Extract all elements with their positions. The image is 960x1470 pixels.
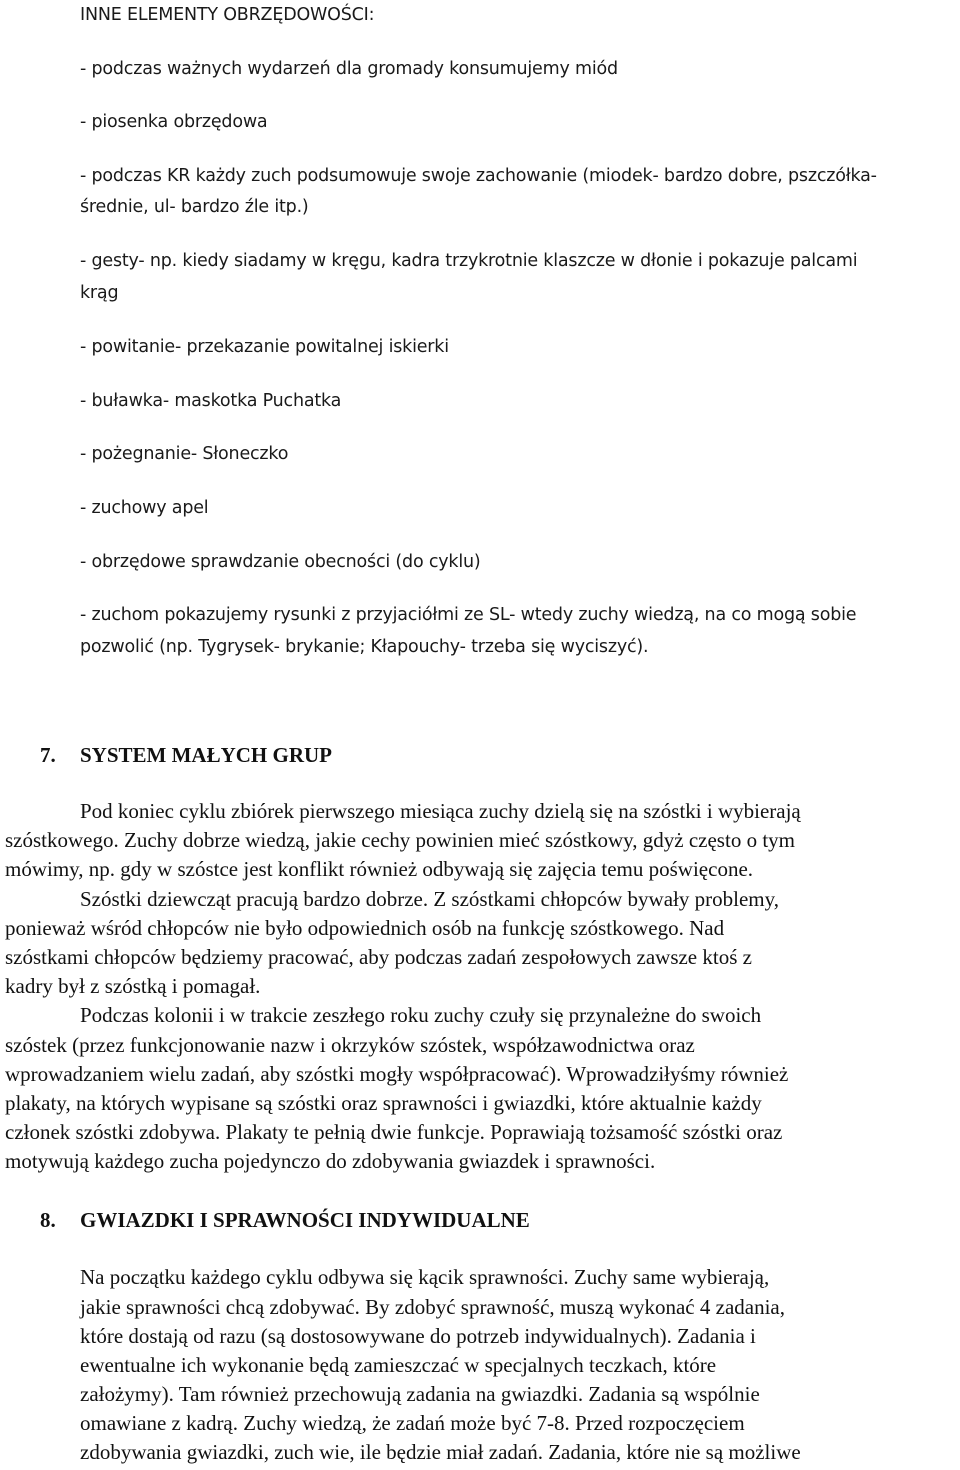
paragraph-line: członek szóstki zdobywa. Plakaty te pełnią dwie funkcje. Poprawiają tożsamość szóstki oraz xyxy=(5,1120,783,1144)
bullet-item-continuation: krąg xyxy=(80,283,119,303)
bullet-item: - piosenka obrzędowa xyxy=(80,112,268,132)
paragraph-line: kadry był z szóstką i pomagał. xyxy=(5,974,261,998)
paragraph-line: jakie sprawności chcą zdobywać. By zdobyć sprawność, muszą wykonać 4 zadania, xyxy=(80,1295,785,1319)
paragraph-line: Pod koniec cyklu zbiórek pierwszego miesiąca zuchy dzielą się na szóstki i wybierają xyxy=(80,799,801,823)
paragraph-line: omawiane z kadrą. Zuchy wiedzą, że zadań może być 7-8. Przed rozpoczęciem xyxy=(80,1411,745,1435)
bullet-item-continuation: średnie, ul- bardzo źle itp.) xyxy=(80,197,309,217)
paragraph-line: Na początku każdego cyklu odbywa się kącik sprawności. Zuchy same wybierają, xyxy=(80,1265,770,1289)
bullet-item: - podczas ważnych wydarzeń dla gromady konsumujemy miód xyxy=(80,59,618,79)
bullet-item: - pożegnanie- Słoneczko xyxy=(80,444,289,464)
paragraph-line: Podczas kolonii i w trakcie zeszłego roku zuchy czuły się przynależne do swoich xyxy=(80,1003,762,1027)
paragraph-line: wprowadzaniem wielu zadań, aby szóstki mogły współpracować). Wprowadziłyśmy również xyxy=(5,1062,789,1086)
paragraph-line: założymy). Tam również przechowują zadania na gwiazdki. Zadania są wspólnie xyxy=(80,1382,760,1406)
section-7-number: 7. xyxy=(40,743,56,767)
paragraph-line: ponieważ wśród chłopców nie było odpowiednich osób na funkcję szóstkowego. Nad xyxy=(5,916,725,940)
section-8-heading xyxy=(40,1208,530,1233)
bullet-item: - zuchowy apel xyxy=(80,498,209,518)
paragraph-line: ewentualne ich wykonanie będą zamieszczać w specjalnych teczkach, które xyxy=(80,1353,717,1377)
paragraph-line: szóstkowego. Zuchy dobrze wiedzą, jakie cechy powinien mieć szóstkowy, gdyż często o tym xyxy=(5,828,795,852)
paragraph-line: motywują każdego zucha pojedynczo do zdobywania gwiazdek i sprawności. xyxy=(5,1149,656,1173)
section-7-heading xyxy=(40,743,332,768)
paragraph-line: szóstek (przez funkcjonowanie nazw i okrzyków szóstek, współzawodnictwa oraz xyxy=(5,1033,695,1057)
bullet-item-continuation: pozwolić (np. Tygrysek- brykanie; Kłapouchy- trzeba się wyciszyć). xyxy=(80,637,649,657)
paragraph-line: szóstkami chłopców będziemy pracować, aby podczas zadań zespołowych zawsze ktoś z xyxy=(5,945,752,969)
bullet-item: - podczas KR każdy zuch podsumowuje swoje zachowanie (miodek- bardzo dobre, pszczółka- xyxy=(80,166,877,186)
bullet-item: - zuchom pokazujemy rysunki z przyjaciółmi ze SL- wtedy zuchy wiedzą, na co mogą sobie xyxy=(80,605,857,625)
bullet-item: - obrzędowe sprawdzanie obecności (do cyklu) xyxy=(80,552,481,572)
section-title: INNE ELEMENTY OBRZĘDOWOŚCI: xyxy=(80,5,375,25)
paragraph-line: Szóstki dziewcząt pracują bardzo dobrze. Z szóstkami chłopców bywały problemy, xyxy=(80,887,779,911)
section-8-number: 8. xyxy=(40,1208,56,1232)
paragraph-line: plakaty, na których wypisane są szóstki oraz sprawności i gwiazdki, które aktualnie każdy xyxy=(5,1091,762,1115)
bullet-item: - buławka- maskotka Puchatka xyxy=(80,391,342,411)
paragraph-line: mówimy, np. gdy w szóstce jest konflikt również odbywają się zajęcia temu poświęcone. xyxy=(5,857,754,881)
section-7-title: SYSTEM MAŁYCH GRUP xyxy=(80,743,333,767)
section-8-title: GWIAZDKI I SPRAWNOŚCI INDYWIDUALNE xyxy=(80,1208,530,1232)
bullet-item: - gesty- np. kiedy siadamy w kręgu, kadra trzykrotnie klaszcze w dłonie i pokazuje palcami xyxy=(80,251,858,271)
bullet-item: - powitanie- przekazanie powitalnej iskierki xyxy=(80,337,449,357)
paragraph-line: które dostają od razu (są dostosowywane do potrzeb indywidualnych). Zadania i xyxy=(80,1324,756,1348)
paragraph-line: zdobywania gwiazdki, zuch wie, ile będzie miał zadań. Zadania, które nie są możliwe xyxy=(80,1440,801,1464)
